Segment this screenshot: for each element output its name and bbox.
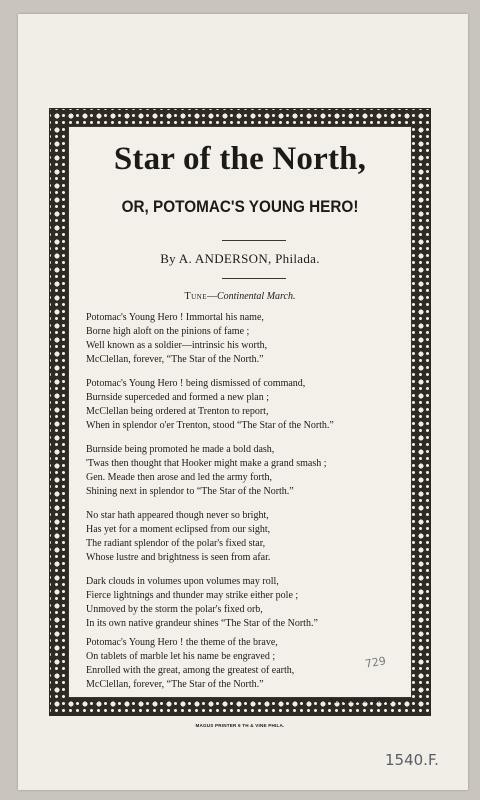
tune-label: Tune (184, 291, 207, 302)
stanza (86, 311, 416, 367)
verse-line: McClellan, forever, “The Star of the North.” (86, 679, 264, 690)
song-subtitle: OR, POTOMAC'S YOUNG HERO! (121, 197, 359, 216)
tune-line (68, 291, 412, 303)
catalog-number: 1540.F. (385, 751, 439, 769)
tune-name: Continental March. (216, 291, 296, 302)
divider-rule (222, 278, 286, 279)
verse-line: Enrolled with the great, among the greatest of earth, (86, 665, 295, 676)
verse-line: Gen. Meade then arose and led the army forth, (86, 472, 273, 483)
verse-line: Has yet for a moment eclipsed from our sight, (86, 524, 271, 535)
verse-line: Shining next in splendor to “The Star of the North.” (86, 486, 294, 497)
publication-date: September, 1863. (330, 696, 393, 705)
verse-line: Potomac's Young Hero ! the theme of the brave, (86, 637, 278, 648)
verse-line: Dark clouds in volumes upon volumes may roll, (86, 576, 279, 587)
verse-line: The radiant splendor of the polar's fixed star, (86, 538, 266, 549)
verse-line: Unmoved by the storm the polar's fixed orb, (86, 604, 263, 615)
tune-dash: — (206, 291, 217, 302)
verse-line: McClellan being ordered at Trenton to report, (86, 406, 269, 417)
verse-line: In its own native grandeur shines “The Star of the North.” (86, 618, 318, 629)
verse-line: Burnside being promoted he made a bold dash, (86, 444, 275, 455)
verse-line: Borne high aloft on the pinions of fame ; (86, 326, 250, 337)
printer-imprint: MAGUS PRINTER 6 TH & VINE PHILA. (195, 723, 285, 728)
verse-line: Fierce lightnings and thunder may strike either pole ; (86, 590, 299, 601)
song-title: Star of the North, (113, 141, 367, 177)
stanza (86, 575, 416, 631)
verse-line: When in splendor o'er Trenton, stood “The Star of the North.” (86, 420, 334, 431)
verse-line: No star hath appeared though never so bright, (86, 510, 269, 521)
pencil-annotation: 729 (364, 654, 387, 671)
stanza (86, 443, 416, 499)
stanza (86, 377, 416, 433)
verse-line: Potomac's Young Hero ! being dismissed of command, (86, 378, 306, 389)
verse-line: Potomac's Young Hero ! Immortal his name, (86, 312, 264, 323)
stanza (86, 509, 416, 565)
verse-line: Whose lustre and brightness is seen from afar. (86, 552, 271, 563)
divider-rule (222, 240, 286, 241)
verse-line: Burnside superceded and formed a new plan ; (86, 392, 269, 403)
verse-line: On tablets of marble let his name be engraved ; (86, 651, 276, 662)
verse-line: Well known as a soldier—intrinsic his worth, (86, 340, 268, 351)
author-byline: By A. ANDERSON, Philada. (160, 251, 320, 266)
verse-line: McClellan, forever, “The Star of the North.” (86, 354, 264, 365)
verse-line: 'Twas then thought that Hooker might make a grand smash ; (86, 458, 327, 469)
